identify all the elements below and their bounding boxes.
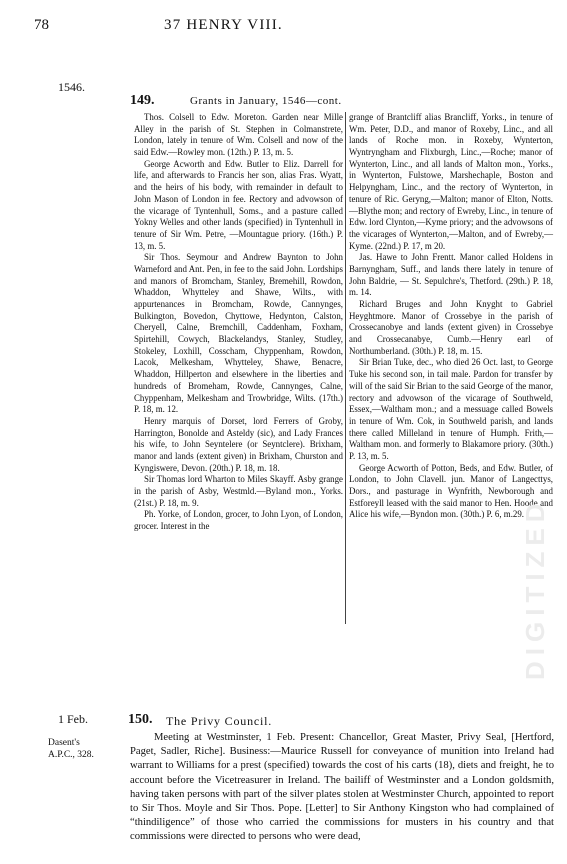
grant-entry: George Acworth of Potton, Beds, and Edw. Butler, of London, to John Clavell. jun. Manor of Langecttys, Dors., and pasturage in Wynfrith, Newborough and Estforeyll leased with the said manor to Hen. Hoode and Alice his wife,—Byndon mon. (30th.) P. 6, m.29. [349, 462, 553, 520]
margin-year: 1546. [58, 80, 85, 94]
margin-citation [48, 737, 94, 761]
section-number-150: 150. [128, 712, 153, 727]
citation-line: A.P.C., 328. [48, 750, 94, 760]
grant-entry: George Acworth and Edw. Butler to Eliz. Darrell for life, and afterwards to Francis her son, alias Fras. Wyatt, and the heirs of his body, with remainder in default to John Mason of London in fee. Rectory and advowson of the vicarage of Tyntenhull, Soms., and a pasture called Yokny Welles and other lands (specified) in Tyntenhull in tenure of Sir Wm. Petre, —Mountague priory. (16th.) P. 13, m. 5. [134, 158, 343, 251]
section-body-150 [130, 731, 554, 845]
grant-entry: Thos. Colsell to Edw. Moreton. Garden near Mille Alley in the parish of St. Stephen in Colmanstrete, London, lately in tenure of Wm. Colsell and now of the said Edw.—Rowley mon. (12th.) P. 13, m. 5. [134, 112, 343, 158]
grant-entry: Ph. Yorke, of London, grocer, to John Lyon, of London, grocer. Interest in the [134, 509, 343, 532]
running-head: 37 HENRY VIII. [164, 17, 283, 33]
grant-entry: Richard Bruges and John Knyght to Gabriel Heyghtmore. Manor of Crossebye in the parish of Crossecanobye and lands (extent given) in Crossebye and Crossecanabye, Cumb.—Henry earl of Northumberland. (30th.) P. 18, m. 15. [349, 299, 553, 356]
grant-entry: Sir Brian Tuke, dec., who died 26 Oct. last, to George Tuke his second son, in tail male. Pardon for transfer by will of the said Sir Brian to the said George of the manor, rectory and advowson of the vicarage of Southweld, Essex,—Waltham mon.; and a messuage called Bowels in tenure of Wm. Cok, in Southweld parish, and lands there called Milleland in tenure of Humph. Frith,—Waltham mon. and formerly to Blakamore priory. (30th.) P. 13, m. 5. [349, 357, 553, 461]
grant-entry: Sir Thos. Seymour and Andrew Baynton to John Warneford and Ant. Pen, in fee to the said John. Lordships and manors of Bromcham, Stanley, Bremehill, Rowdon, Whaddon, Whytteley and Shawe, Wilts., with appurtenances in Bromcham, Rowde, Cannynges, Bulkington, Bovedon, Chyttowe, Hedynton, Calston, Cheryell, Calne, Bremchill, Caddenham, Foxham, Spirtehill, Cowych, Blackelandys, Stanley, Studley, Stokeley, Loxhill, Cosscham, Chyppenham, Rowdon, Lacok, Melkesham, Whytteley, Shawe, Benacre, Whaddon, Hillperton and elsewhere in the liberties and hundreds of Bromeham, Rowde, Cannynges, Calne, Chyppenham, Melkesham and Trowbridge, Wilts. (17th.) P. 18, m. 12. [134, 252, 343, 415]
section-number-149: 149. [130, 93, 155, 108]
grant-entry: grange of Brantcliff alias Brancliff, Yorks., in tenure of Wm. Peter, D.D., and manor of Roxeby, Linc., and all lands of Roche mon. in Roxeby, Wynterton, Wyntryngham and Flixburgh, Linc.,—Roche; manor of Wynterton, Linc., and all lands of Malton mon., Yorks., in Wynterton, Fulstowe, Marshechaple, Boston and Helpyngham, Linc., and the rectory of Wynterton, in tenure of Ric. Geryng,—Malton; manor of Elton, Notts.—Blythe mon; and rectory of Ewreby, Linc., in tenure of Edw. lord Clynton,—Kyme priory; and the advowsons of the vicarages of Wynterton,—Malton, and of Ewreby,—Kyme. (22nd.) P. 17, m 20. [349, 112, 553, 251]
column-divider [345, 112, 346, 624]
section-title-150: The Privy Council. [166, 714, 273, 728]
council-minutes: Meeting at Westminster, 1 Feb. Present: Chancellor, Great Master, Privy Seal, [Hertford, Paget, Sadler, Riche]. Business:—Maurice Russell for conveyance of munition into Ireland had warrant to Williams for a prest (specified) towards the cost of his carts (18), diets and freight, he to account before the Vicetreasurer in Ireland. The bailiff of Westminster and a London goldsmith, having taken persons with part of the silver plates stolen at Westminster Church, appointed to report to Sir Thos. Moyle and Sir Thos. Pope. [Letter] to Sir Anthony Kingston who had complained of “thindiligence” of those who carried the commissions for musters in his country and that commissions were directed to persons who were dead, [130, 732, 554, 843]
watermark [520, 140, 550, 700]
grant-entry: Sir Thomas lord Wharton to Miles Skayff. Asby grange in the parish of Asby, Westmld.—Byland mon., Yorks. (21st.) P. 18, m. 9. [134, 474, 343, 508]
left-column [134, 112, 343, 533]
margin-date: 1 Feb. [58, 712, 88, 726]
section-title-149: Grants in January, 1546—cont. [190, 95, 342, 107]
citation-line: Dasent's [48, 738, 80, 748]
grant-entry: Henry marquis of Dorset, lord Ferrers of Groby, Harrington, Bonolde and Asteldy (sic), and Lady Frances his wife, to John Seyntelere (or Seyntclere). Brixham, manor and lands (extent given) in Brixham, Churston and Kyngiswere, Devon. (20th.) P. 18, m. 18. [134, 415, 343, 473]
page-number: 78 [34, 17, 49, 33]
watermark-text: DIGITIZED [520, 497, 550, 680]
grant-entry: Jas. Hawe to John Frentt. Manor called Holdens in Barnyngham, Suff., and lands there lately in tenure of John Baldrie, — St. Sepulchre's, Thetford. (29th.) P. 18, m. 14. [349, 252, 553, 298]
